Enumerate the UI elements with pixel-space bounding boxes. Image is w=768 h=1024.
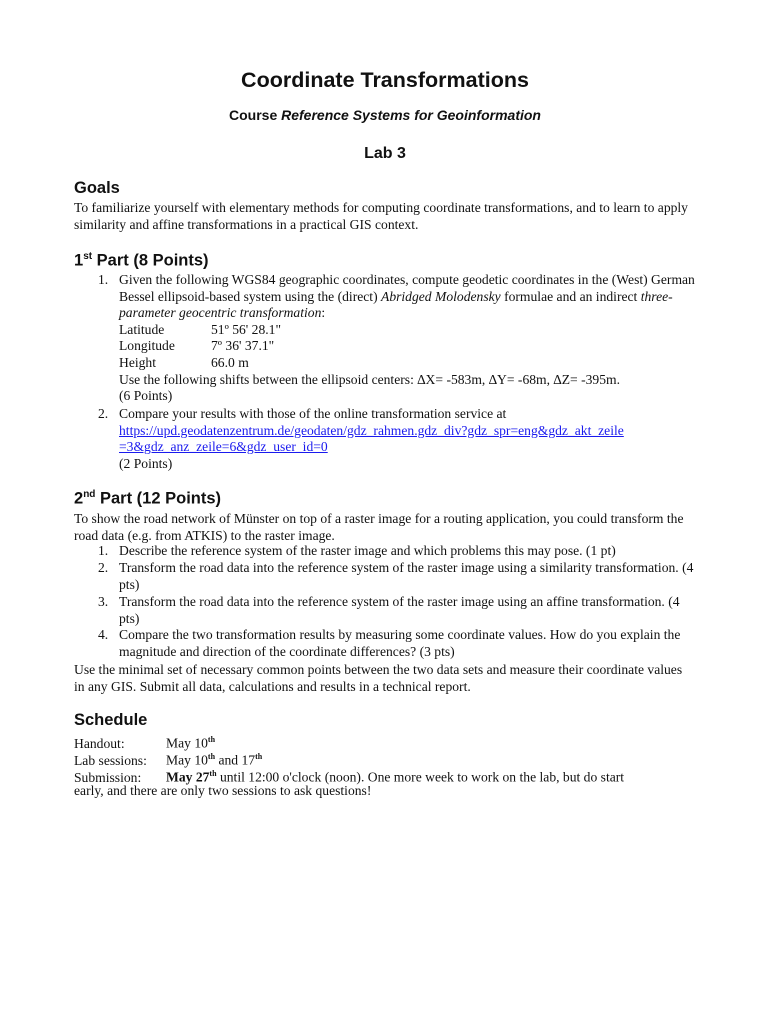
- list-item-text: Transform the road data into the reference system of the raster image using an affine transformation. (4 pts): [119, 594, 680, 626]
- list-number: 3.: [98, 594, 109, 609]
- list-number: 4.: [98, 627, 109, 642]
- item-italic-b: three-parameter geocentric transformation: [119, 288, 673, 321]
- list-item-text: Transform the road data into the reference system of the raster image using a similarity transformation. (4 pts): [119, 560, 694, 592]
- course-name: Reference Systems for Geoinformation: [281, 107, 541, 123]
- lab-value-a: May 10: [166, 752, 208, 768]
- list-number: 2.: [98, 406, 109, 421]
- lab-sup-b: th: [255, 752, 263, 761]
- part1-heading-rest: Part (8 Points): [92, 251, 209, 270]
- longitude-row: [119, 338, 699, 355]
- list-number: 1.: [98, 272, 109, 287]
- part1-heading: [74, 251, 209, 271]
- submission-rest: until 12:00 o'clock (noon). One more week to work on the lab, but do start: [216, 769, 625, 785]
- lab-sup-a: th: [207, 752, 216, 761]
- latitude-label: Latitude: [119, 321, 165, 337]
- item-text-a: Given the following WGS84 geographic coordinates, compute geodetic coordinates in the (West) German Bessel ellipsoid-based system using the (direct): [119, 272, 695, 304]
- list-item-text: Compare the two transformation results by measuring some coordinate values. How do you explain the magnitude and direction of the coordinate differences? (3 pts): [119, 627, 681, 659]
- height-label: Height: [119, 354, 156, 370]
- transformation-service-link-line1[interactable]: https://upd.geodatenzentrum.de/geodaten/gdz_rahmen.gdz_div?gdz_spr=eng&gdz_akt_zeile: [119, 422, 624, 438]
- item-text-b: formulae and an indirect: [500, 288, 641, 304]
- part2-heading-num: 2: [74, 489, 84, 508]
- part1-heading-num: 1: [74, 251, 84, 270]
- part2-intro: To show the road network of Münster on top of a raster image for a routing application, you could transform the road data (e.g. from ATKIS) to the raster image.: [74, 511, 684, 543]
- schedule-submission-line2: early, and there are only two sessions to ask questions!: [74, 783, 372, 798]
- item-points: (2 Points): [119, 455, 173, 471]
- submission-date: May 27: [166, 769, 210, 785]
- longitude-label: Longitude: [119, 338, 175, 354]
- item-text-c: :: [321, 305, 326, 321]
- latitude-value: 51º 56' 28.1": [211, 321, 281, 337]
- handout-label: Handout:: [74, 735, 125, 751]
- course-subtitle: [74, 107, 696, 123]
- list-item-body: [119, 406, 699, 472]
- submission-label: Submission:: [74, 769, 142, 785]
- part1-heading-sup: st: [83, 251, 93, 262]
- lab-sessions-label: Lab sessions:: [74, 752, 147, 768]
- handout-value: May 10: [166, 735, 208, 751]
- list-number: 1.: [98, 543, 109, 558]
- height-value: 66.0 m: [211, 354, 249, 370]
- latitude-row: [119, 322, 699, 339]
- handout-sup: th: [207, 735, 216, 744]
- transformation-service-link-line2[interactable]: =3&gdz_anz_zeile=6&gdz_user_id=0: [119, 439, 328, 455]
- longitude-value: 7º 36' 37.1": [211, 338, 275, 354]
- part2-outro: Use the minimal set of necessary common points between the two data sets and measure their coordinate values in any GIS. Submit all data, calculations and results in a technical report.: [74, 662, 683, 694]
- item-points: (6 Points): [119, 388, 173, 404]
- item-italic-a: Abridged Molodensky: [381, 288, 501, 304]
- subtitle-prefix: Course: [229, 107, 282, 123]
- list-number: 2.: [98, 560, 109, 575]
- goals-heading: Goals: [74, 179, 120, 197]
- schedule-heading: Schedule: [74, 711, 148, 729]
- lab-number: Lab 3: [364, 145, 406, 162]
- goals-text: To familiarize yourself with elementary methods for computing coordinate transformations, and to learn to apply similarity and affine transformations in a practical GIS context.: [74, 200, 688, 232]
- list-item-text: Describe the reference system of the raster image and which problems this may pose. (1 pt): [119, 543, 616, 558]
- part2-heading-rest: Part (12 Points): [95, 489, 222, 508]
- lab-value-mid: and 17: [215, 752, 256, 768]
- part2-heading-sup: nd: [83, 489, 96, 500]
- part2-heading: [74, 489, 221, 509]
- submission-sup: th: [209, 769, 217, 778]
- height-row: [119, 355, 699, 372]
- item-text: Compare your results with those of the online transformation service at: [119, 406, 507, 421]
- document-title: Coordinate Transformations: [241, 68, 529, 92]
- list-item-body: [119, 272, 699, 405]
- shifts-text: Use the following shifts between the ellipsoid centers: ∆X= -583m, ∆Y= -68m, ∆Z= -395m.: [119, 371, 620, 387]
